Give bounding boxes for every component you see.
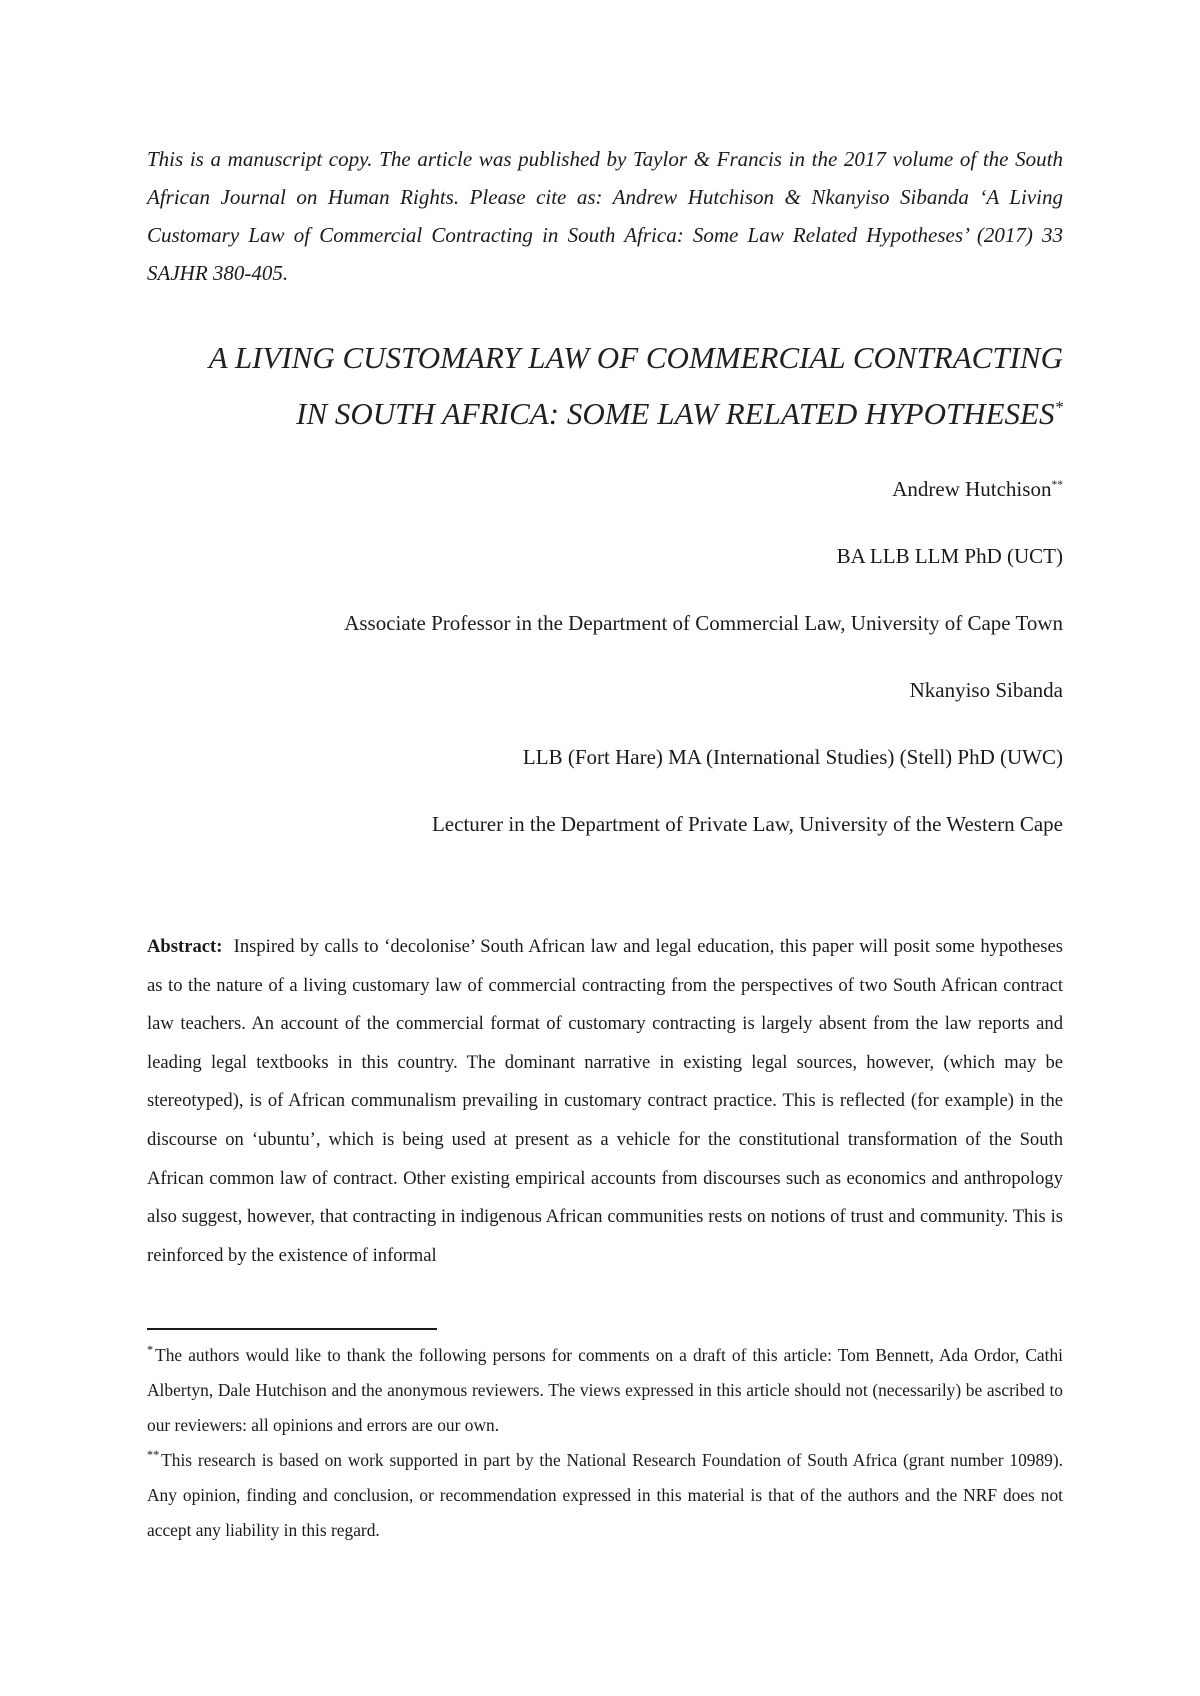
abstract-text: Inspired by calls to ‘decolonise’ South African law and legal education, this paper will posit some hypotheses as to the nature of a living customary law of commercial contracting from the perspectives of two South African contract law teachers. An account of the commercial format of customary contracting is largely absent from the law reports and leading legal textbooks in this country. The dominant narrative in existing legal sources, however, (which may be stereotyped), is of African communalism prevailing in customary contract practice. This is reflected (for example) in the discourse on ‘ubuntu’, which is being used at present as a vehicle for the constitutional transformation of the South African common law of contract. Other existing empirical accounts from discourses such as economics and anthropology also suggest, however, that contracting in indigenous African communities rests on notions of trust and community. This is reinforced by the existence of informal — [147, 936, 1064, 1266]
footnote-separator — [147, 1328, 437, 1330]
author-position-1: Associate Professor in the Department of Commercial Law, University of Cape Town — [344, 611, 1063, 635]
author-position-2: Lecturer in the Department of Private Law, University of the Western Cape — [431, 812, 1063, 836]
abstract-label: Abstract: — [147, 936, 223, 957]
author-name-2: Nkanyiso Sibanda — [909, 678, 1063, 702]
title-line-2: IN SOUTH AFRICA: SOME LAW RELATED HYPOTHESES — [296, 396, 1055, 431]
author-name-text: Andrew Hutchison — [892, 477, 1052, 501]
author-name-1 — [892, 476, 1063, 502]
article-title — [120, 330, 1063, 442]
title-footnote-mark: * — [1054, 397, 1063, 417]
footnote-2 — [147, 1443, 1063, 1548]
author-degrees-1: BA LLB LLM PhD (UCT) — [836, 544, 1063, 568]
footnote-2-text: This research is based on work supported in part by the National Research Foundation of South Africa (grant number 10989). Any opinion, finding and conclusion, or recommendation expressed in this material is that of the authors and the NRF does not accept any liability in this regard. — [147, 1450, 1063, 1540]
footnote-1-mark: * — [147, 1343, 154, 1358]
footnote-1-text: The authors would like to thank the following persons for comments on a draft of this article: Tom Bennett, Ada Ordor, Cathi Albertyn, Dale Hutchison and the anonymous reviewers. The views expressed in this article should not (necessarily) be ascribed to our reviewers: all opinions and errors are our own. — [147, 1345, 1063, 1435]
manuscript-notice: This is a manuscript copy. The article was published by Taylor & Francis in the 2017 volume of the South African Journal on Human Rights. Please cite as: Andrew Hutchison & Nkanyiso Sibanda ‘A Living Customary Law of Commercial Contracting in South Africa: Some Law Related Hypotheses’ (2017) 33 SAJHR 380-405. — [147, 147, 1063, 285]
abstract — [147, 928, 1063, 1275]
title-line-1: A LIVING CUSTOMARY LAW OF COMMERCIAL CONTRACTING — [208, 340, 1063, 375]
author-degrees-2: LLB (Fort Hare) MA (International Studies) (Stell) PhD (UWC) — [522, 745, 1063, 769]
author-footnote-mark: ** — [1051, 479, 1063, 491]
footnote-1 — [147, 1338, 1063, 1443]
footnote-2-mark: ** — [147, 1448, 160, 1463]
